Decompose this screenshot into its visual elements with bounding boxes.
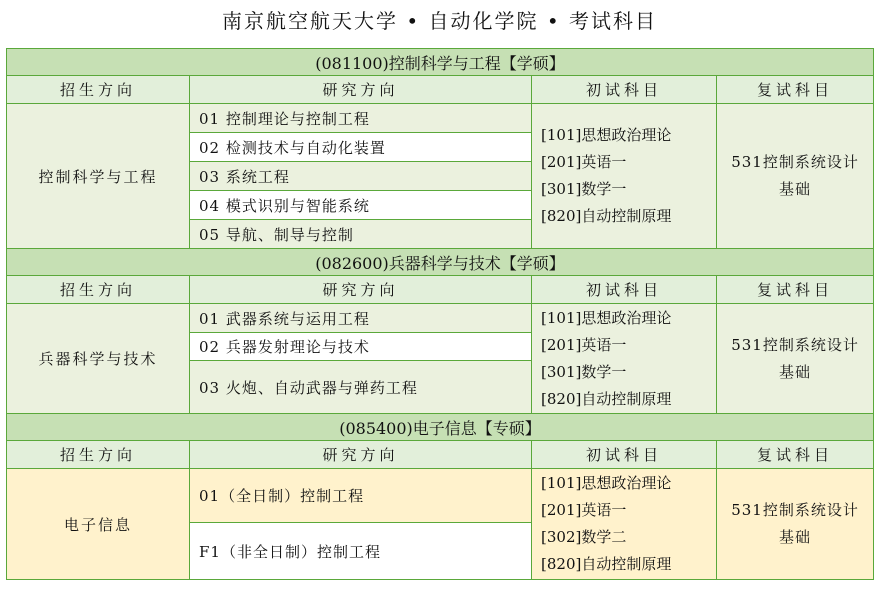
direction-cell: 控制科学与工程 [7, 104, 190, 249]
header-direction: 招生方向 [7, 441, 190, 469]
initial-subject: [201]英语一 [541, 153, 627, 171]
retest-subject-cell [717, 104, 874, 249]
retest-subject: 531控制系统设计 [731, 501, 859, 519]
initial-subject: [820]自动控制原理 [541, 207, 672, 225]
direction-cell: 兵器科学与技术 [7, 304, 190, 414]
header-research: 研究方向 [190, 441, 532, 469]
initial-subject: [301]数学一 [541, 180, 627, 198]
initial-subject: [302]数学二 [541, 528, 627, 546]
initial-subject: [101]思想政治理论 [541, 308, 672, 327]
initial-subject: [201]英语一 [541, 335, 627, 354]
research-cell: 03 系统工程 [190, 162, 532, 191]
header-row [7, 441, 874, 469]
research-cell: 05 导航、制导与控制 [190, 220, 532, 249]
retest-subject: 基础 [779, 180, 812, 198]
direction-cell: 电子信息 [7, 469, 190, 580]
research-cell: F1（非全日制）控制工程 [190, 523, 532, 580]
header-direction: 招生方向 [7, 276, 190, 304]
header-initial: 初试科目 [532, 276, 717, 304]
initial-subjects-cell [532, 469, 717, 580]
retest-subject-cell [717, 469, 874, 580]
header-research: 研究方向 [190, 76, 532, 104]
table-row [7, 469, 874, 523]
header-retest: 复试科目 [717, 276, 874, 304]
table-row [7, 304, 874, 333]
section-title: (081100)控制科学与工程【学硕】 [7, 49, 874, 76]
exam-subjects-table [6, 48, 874, 580]
research-cell: 02 检测技术与自动化装置 [190, 133, 532, 162]
section-title-row [7, 49, 874, 76]
retest-subject: 基础 [779, 528, 812, 546]
retest-subject: 基础 [779, 362, 812, 381]
header-research: 研究方向 [190, 276, 532, 304]
initial-subject: [101]思想政治理论 [541, 474, 672, 492]
retest-subject: 531控制系统设计 [731, 153, 859, 171]
header-initial: 初试科目 [532, 441, 717, 469]
initial-subject: [101]思想政治理论 [541, 126, 672, 144]
header-direction: 招生方向 [7, 76, 190, 104]
page-title: 南京航空航天大学 • 自动化学院 • 考试科目 [221, 9, 658, 33]
header-row [7, 76, 874, 104]
retest-subject-cell [717, 304, 874, 414]
initial-subjects-cell [532, 104, 717, 249]
initial-subjects-cell [532, 304, 717, 414]
header-retest: 复试科目 [717, 441, 874, 469]
table-row [7, 104, 874, 133]
research-cell: 01 武器系统与运用工程 [190, 304, 532, 333]
section-title-row [7, 414, 874, 441]
research-cell: 03 火炮、自动武器与弹药工程 [190, 361, 532, 414]
research-cell: 02 兵器发射理论与技术 [190, 333, 532, 361]
research-cell: 01（全日制）控制工程 [190, 469, 532, 523]
section-title: (082600)兵器科学与技术【学硕】 [7, 249, 874, 276]
section-title-row [7, 249, 874, 276]
initial-subject: [820]自动控制原理 [541, 555, 672, 573]
initial-subject: [820]自动控制原理 [541, 389, 672, 408]
section-title: (085400)电子信息【专硕】 [7, 414, 874, 441]
initial-subject: [201]英语一 [541, 501, 627, 519]
header-initial: 初试科目 [532, 76, 717, 104]
retest-subject: 531控制系统设计 [731, 335, 859, 354]
research-cell: 04 模式识别与智能系统 [190, 191, 532, 220]
research-cell: 01 控制理论与控制工程 [190, 104, 532, 133]
header-retest: 复试科目 [717, 76, 874, 104]
initial-subject: [301]数学一 [541, 362, 627, 381]
header-row [7, 276, 874, 304]
